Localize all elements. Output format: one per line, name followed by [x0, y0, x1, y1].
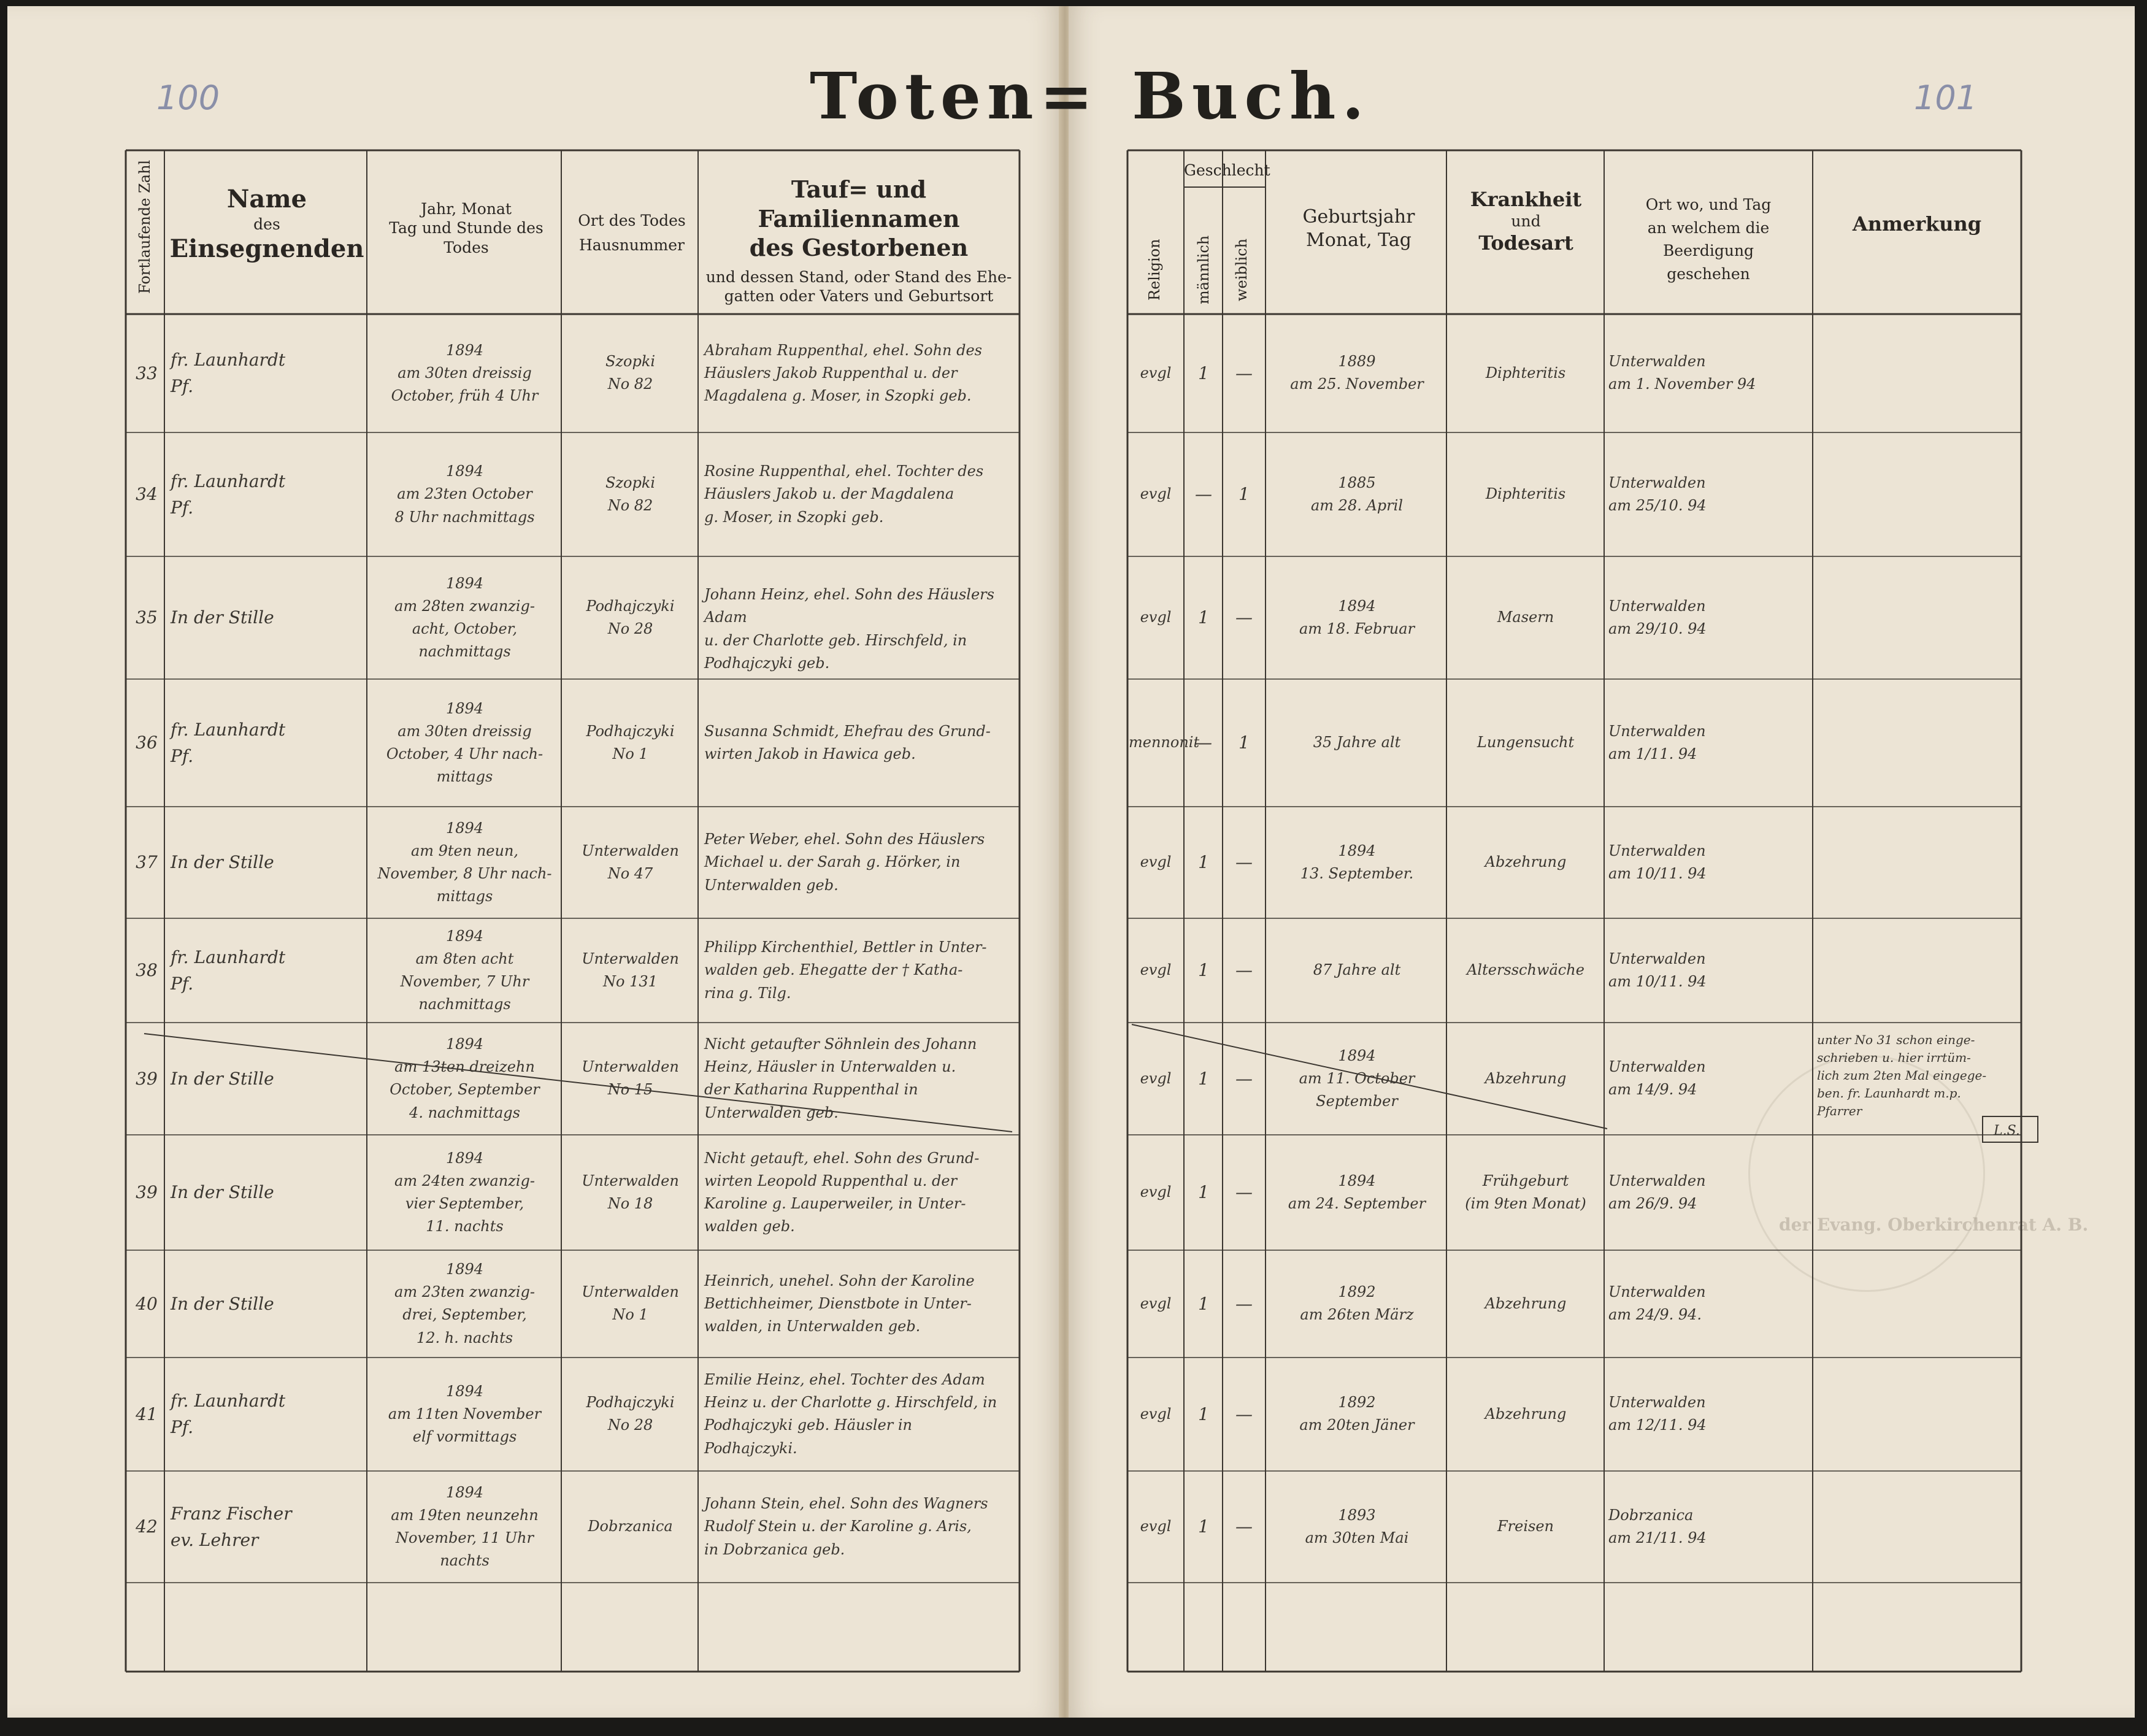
row-burial: Unterwalden am 1. November 94	[1608, 353, 1756, 393]
row-deceased: Rosine Ruppenthal, ehel. Tochter des Häuslers Jakob u. der Magdalena g. Moser, in Szopki geb.	[704, 463, 984, 526]
row-deceased: Nicht getaufter Söhnlein des Johann Heinz, Häusler in Unterwalden u. der Katharina Ruppenthal in Unterwalden geb.	[704, 1035, 977, 1121]
row-religion: evgl	[1140, 364, 1172, 382]
row-male: 1	[1198, 852, 1209, 873]
row-birth: 1894 13. September.	[1300, 842, 1414, 882]
row-illness: Abzehrung	[1484, 1294, 1567, 1312]
row-male: 1	[1198, 607, 1209, 628]
row-burial: Unterwalden am 14/9. 94	[1608, 1058, 1706, 1099]
row-religion: mennonit	[1129, 734, 1200, 751]
row-officiant: fr. Launhardt Pf.	[171, 470, 286, 518]
row-death-place: Unterwalden No 15	[582, 1058, 679, 1099]
row-death-place: Szopki No 82	[605, 474, 656, 514]
row-female: —	[1235, 1068, 1253, 1089]
row-burial: Unterwalden am 10/11. 94	[1608, 842, 1707, 882]
row-death-date: 1894 am 9ten neun, November, 8 Uhr nach- mittags	[377, 819, 552, 905]
row-female: —	[1235, 1404, 1253, 1424]
header-male: männlich	[1195, 235, 1212, 305]
row-death-date: 1894 am 24ten zwanzig- vier September, 11. nachts	[394, 1149, 535, 1235]
row-religion: evgl	[1140, 1405, 1172, 1423]
header-illness-line2: und	[1511, 212, 1541, 230]
row-illness: Abzehrung	[1484, 1069, 1567, 1087]
row-religion: evgl	[1140, 1294, 1172, 1312]
header-burial: Ort wo, und Tag an welchem die Beerdigung geschehen	[1645, 196, 1772, 283]
row-male: 1	[1198, 1068, 1209, 1089]
row-birth: 1892 am 20ten Jäner	[1299, 1394, 1415, 1434]
row-birth: 1889 am 25. November	[1290, 353, 1424, 393]
header-place: Ort des Todes Hausnummer	[578, 212, 686, 254]
row-number: 38	[136, 960, 158, 981]
row-female: —	[1235, 852, 1253, 873]
row-illness: Abzehrung	[1484, 853, 1567, 871]
row-death-date: 1894 am 30ten dreissig October, 4 Uhr nach- mittags	[386, 699, 543, 786]
row-burial: Unterwalden am 10/11. 94	[1608, 950, 1707, 990]
row-death-date: 1894 am 23ten October 8 Uhr nachmittags	[394, 463, 535, 526]
header-name	[169, 184, 365, 264]
header-number: Fortlaufende Zahl	[136, 159, 153, 294]
row-officiant: In der Stille	[171, 1182, 274, 1203]
row-death-date: 1894 am 13ten dreizehn October, September 4. nachmittags	[390, 1035, 540, 1121]
row-deceased: Abraham Ruppenthal, ehel. Sohn des Häuslers Jakob Ruppenthal u. der Magdalena g. Moser, in Szopki geb.	[704, 341, 982, 405]
row-death-date: 1894 am 8ten acht November, 7 Uhr nachmittags	[400, 927, 529, 1013]
row-number: 39	[136, 1182, 158, 1203]
row-burial: Dobrzanica am 21/11. 94	[1608, 1506, 1707, 1546]
header-deceased-title: Tauf= und Familiennamen des Gestorbenen	[749, 175, 969, 261]
row-birth: 1894 am 24. September	[1288, 1172, 1426, 1212]
row-illness: Masern	[1497, 609, 1554, 626]
row-deceased: Peter Weber, ehel. Sohn des Häuslers Michael u. der Sarah g. Hörker, in Unterwalden geb.	[704, 831, 985, 894]
row-deceased: Nicht getauft, ehel. Sohn des Grund- wirten Leopold Ruppenthal u. der Karoline g. Lauperweiler, in Unter- walden geb.	[704, 1149, 980, 1235]
row-death-place: Unterwalden No 47	[582, 842, 679, 882]
row-number: 39	[136, 1068, 158, 1089]
row-burial: Unterwalden am 1/11. 94	[1608, 722, 1706, 762]
row-birth: 1892 am 26ten März	[1300, 1283, 1414, 1324]
row-death-place: Dobrzanica	[588, 1518, 673, 1535]
row-officiant: In der Stille	[171, 852, 274, 873]
row-death-date: 1894 am 11ten November elf vormittags	[388, 1382, 542, 1446]
row-illness: Altersschwäche	[1467, 961, 1584, 979]
row-deceased: Heinrich, unehel. Sohn der Karoline Bettichheimer, Dienstbote in Unter- walden, in Unterwalden geb.	[704, 1272, 975, 1335]
row-male: 1	[1198, 1404, 1209, 1424]
header-birth: Geburtsjahr Monat, Tag	[1302, 206, 1415, 251]
row-birth: 1885 am 28. April	[1310, 474, 1403, 514]
row-remark: unter No 31 schon einge- schrieben u. hier irrtüm- lich zum 2ten Mal eingege- ben. fr. Launhardt m.p. Pfarrer	[1817, 1032, 1987, 1118]
row-female: —	[1235, 1293, 1253, 1314]
row-burial: Unterwalden am 26/9. 94	[1608, 1172, 1706, 1212]
row-number: 36	[136, 732, 158, 753]
row-male: —	[1195, 484, 1212, 505]
row-birth: 1893 am 30ten Mai	[1305, 1506, 1409, 1546]
row-burial: Unterwalden am 24/9. 94.	[1608, 1283, 1706, 1324]
row-female: —	[1235, 1516, 1253, 1537]
row-birth: 35 Jahre alt	[1313, 734, 1401, 751]
row-death-place: Podhajczyki No 1	[586, 722, 675, 762]
header-illness	[1448, 187, 1604, 255]
header-sex: Geschlecht	[1184, 161, 1270, 179]
row-male: 1	[1198, 1182, 1209, 1203]
row-religion: evgl	[1140, 1069, 1172, 1087]
row-religion: evgl	[1140, 853, 1172, 871]
row-death-date: 1894 am 23ten zwanzig- drei, September, 12. h. nachts	[394, 1261, 535, 1346]
header-female: weiblich	[1233, 238, 1250, 302]
header-date: Jahr, Monat Tag und Stunde des Todes	[389, 200, 543, 256]
row-male: 1	[1198, 1516, 1209, 1537]
row-religion: evgl	[1140, 1518, 1172, 1535]
row-death-place: Unterwalden No 18	[582, 1172, 679, 1212]
row-number: 37	[136, 852, 158, 873]
header-illness-line3: Todesart	[1478, 231, 1573, 255]
row-officiant: In der Stille	[171, 607, 274, 628]
row-officiant: fr. Launhardt Pf.	[171, 1391, 286, 1438]
row-illness: Diphteritis	[1485, 485, 1566, 503]
row-death-date: 1894 am 19ten neunzehn November, 11 Uhr nachts	[391, 1483, 539, 1570]
row-burial: Unterwalden am 29/10. 94	[1608, 597, 1707, 637]
row-death-place: Unterwalden No 131	[582, 950, 679, 990]
row-illness: Abzehrung	[1484, 1405, 1567, 1423]
row-deceased: Susanna Schmidt, Ehefrau des Grund- wirten Jakob in Hawica geb.	[704, 722, 991, 762]
row-officiant: fr. Launhardt Pf.	[171, 350, 286, 397]
row-officiant: fr. Launhardt Pf.	[171, 947, 286, 994]
row-illness: Diphteritis	[1485, 364, 1566, 382]
header-religion: Religion	[1146, 239, 1163, 301]
row-female: —	[1235, 960, 1253, 981]
row-male: 1	[1198, 960, 1209, 981]
header-name-line2: des	[253, 215, 280, 233]
row-deceased: Johann Stein, ehel. Sohn des Wagners Rudolf Stein u. der Karoline g. Aris, in Dobrzanica geb.	[704, 1495, 988, 1558]
row-deceased: Philipp Kirchenthiel, Bettler in Unter- walden geb. Ehegatte der † Katha- rina g. Tilg.	[704, 939, 987, 1002]
row-death-place: Podhajczyki No 28	[586, 597, 675, 637]
row-officiant: fr. Launhardt Pf.	[171, 719, 286, 766]
row-female: —	[1235, 1182, 1253, 1203]
row-number: 35	[136, 607, 158, 628]
row-birth: 1894 am 11. October September	[1299, 1047, 1415, 1110]
header-illness-line1: Krankheit	[1470, 188, 1582, 211]
row-religion: evgl	[1140, 609, 1172, 626]
row-illness: Frühgeburt (im 9ten Monat)	[1465, 1172, 1586, 1212]
header-name-line3: Einsegnenden	[169, 234, 364, 264]
row-illness: Freisen	[1497, 1518, 1554, 1535]
row-number: 41	[136, 1404, 158, 1424]
row-number: 34	[136, 484, 158, 505]
row-death-place: Podhajczyki No 28	[586, 1394, 675, 1434]
page-number-left: 100	[156, 79, 220, 117]
row-male: —	[1195, 732, 1212, 753]
row-death-place: Unterwalden No 1	[582, 1283, 679, 1324]
header-remark: Anmerkung	[1852, 212, 1982, 236]
row-deceased: Johann Heinz, ehel. Sohn des Häuslers Adam u. der Charlotte geb. Hirschfeld, in Podhajczyki geb.	[704, 586, 994, 672]
row-religion: evgl	[1140, 1183, 1172, 1201]
row-deceased: Emilie Heinz, ehel. Tochter des Adam Heinz u. der Charlotte g. Hirschfeld, in Podhajczyki geb. Häusler in Podhajczyki.	[704, 1371, 997, 1457]
row-illness: Lungensucht	[1477, 734, 1575, 751]
row-female: 1	[1239, 484, 1250, 505]
row-number: 33	[136, 363, 158, 383]
header-name-line1: Name	[226, 185, 307, 213]
row-female: —	[1235, 607, 1253, 628]
row-officiant: In der Stille	[171, 1293, 274, 1314]
row-religion: evgl	[1140, 961, 1172, 979]
row-death-date: 1894 am 28ten zwanzig- acht, October, nachmittags	[394, 574, 535, 661]
row-number: 42	[136, 1516, 158, 1537]
title-right: Buch.	[1132, 58, 1370, 134]
row-female: 1	[1239, 732, 1250, 753]
row-male: 1	[1198, 1293, 1209, 1314]
ls-seal-mark: L.S.	[1994, 1123, 2020, 1139]
row-number: 40	[136, 1293, 158, 1314]
row-officiant: Franz Fischer ev. Lehrer	[171, 1503, 292, 1550]
row-birth: 1894 am 18. Februar	[1299, 597, 1415, 637]
bleed-through-text: der Evang. Oberkirchenrat A. B.	[1779, 1215, 2089, 1235]
row-birth: 87 Jahre alt	[1313, 961, 1401, 979]
header-deceased	[699, 175, 1018, 305]
row-male: 1	[1198, 363, 1209, 383]
row-burial: Unterwalden am 12/11. 94	[1608, 1394, 1707, 1434]
row-religion: evgl	[1140, 485, 1172, 503]
title-left: Toten=	[810, 58, 1099, 134]
row-officiant: In der Stille	[171, 1068, 274, 1089]
page-number-right: 101	[1914, 79, 1978, 117]
row-burial: Unterwalden am 25/10. 94	[1608, 474, 1707, 514]
row-death-date: 1894 am 30ten dreissig October, früh 4 Uhr	[391, 341, 539, 405]
header-deceased-sub: und dessen Stand, oder Stand des Ehe- gatten oder Vaters und Geburtsort	[705, 267, 1012, 305]
row-death-place: Szopki No 82	[605, 353, 656, 393]
row-female: —	[1235, 363, 1253, 383]
